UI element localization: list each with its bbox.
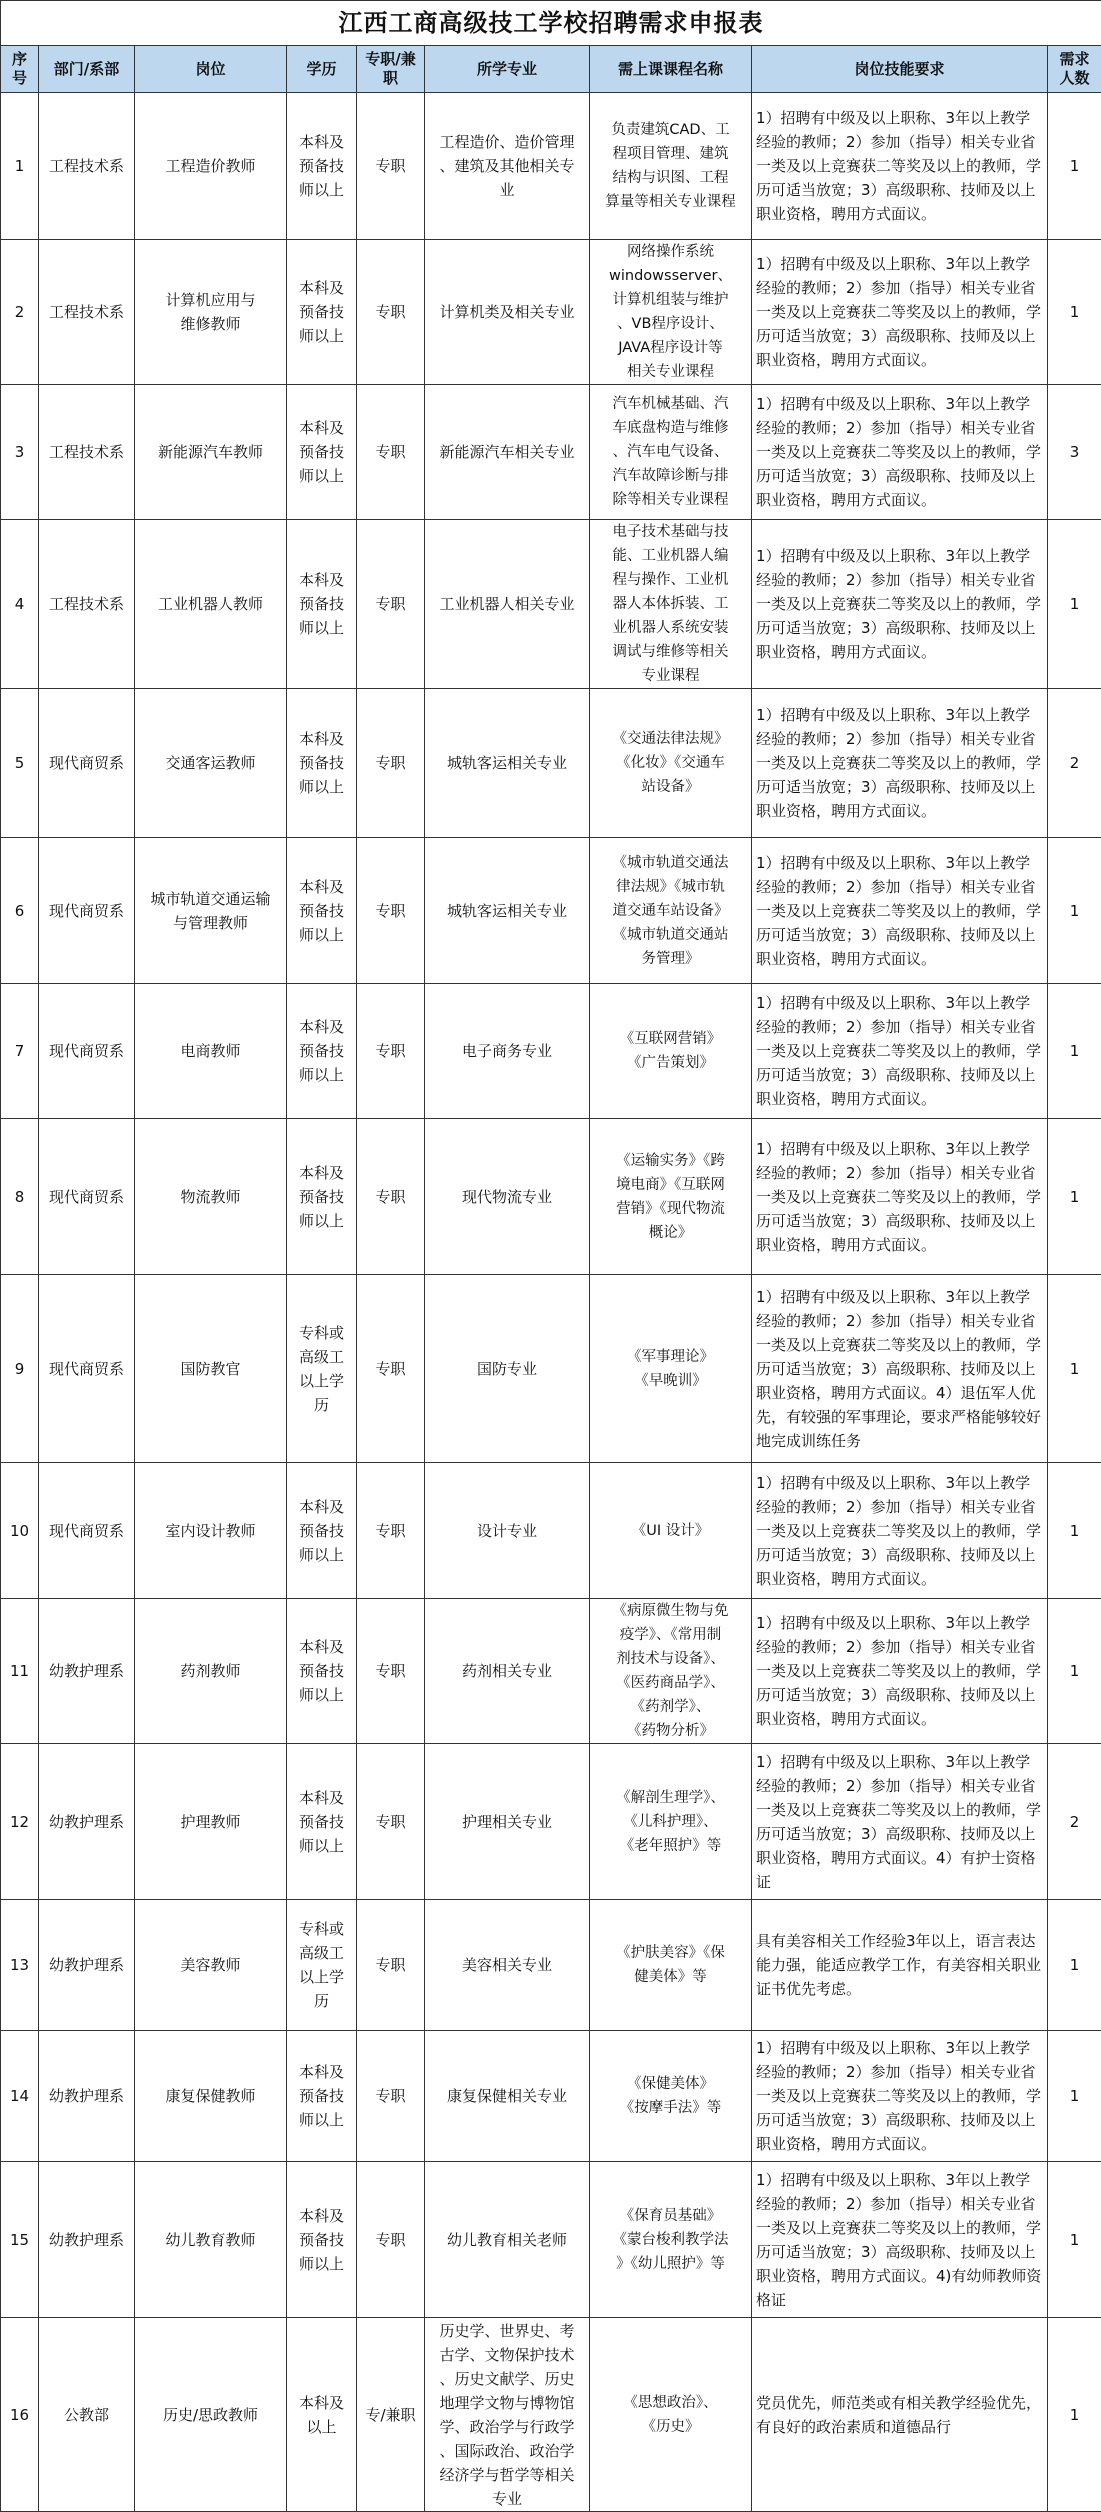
cell-major: 康复保健相关专业: [425, 2031, 590, 2162]
cell-post: 工业机器人教师: [135, 520, 287, 689]
cell-post: 药剂教师: [135, 1599, 287, 1744]
cell-num: 1: [1048, 2318, 1101, 2512]
cell-num: 1: [1048, 520, 1101, 689]
header-row: [1, 46, 1101, 93]
cell-num: 3: [1048, 385, 1101, 520]
cell-course: 《UI 设计》: [590, 1463, 752, 1599]
cell-post: 美容教师: [135, 1900, 287, 2031]
cell-dept: 幼教护理系: [39, 1744, 135, 1900]
cell-major: 城轨客运相关专业: [425, 838, 590, 984]
cell-dept: 工程技术系: [39, 520, 135, 689]
cell-dept: 工程技术系: [39, 240, 135, 385]
cell-edu: 本科及 预备技 师以上: [287, 520, 357, 689]
table-row: [1, 1119, 1101, 1275]
cell-dept: 现代商贸系: [39, 689, 135, 838]
cell-seq: 10: [1, 1463, 39, 1599]
cell-post: 历史/思政教师: [135, 2318, 287, 2512]
cell-major: 现代物流专业: [425, 1119, 590, 1275]
table-row: [1, 240, 1101, 385]
cell-post: 电商教师: [135, 984, 287, 1119]
cell-course: 《保健美体》 《按摩手法》等: [590, 2031, 752, 2162]
cell-course: 网络操作系统 windowsserver、 计算机组装与维护 、VB程序设计、 JAVA程序设计等 相关专业课程: [590, 240, 752, 385]
cell-req: 具有美容相关工作经验3年以上，语言表达能力强，能适应教学工作，有美容相关职业证书优先考虑。: [752, 1900, 1048, 2031]
cell-major: 药剂相关专业: [425, 1599, 590, 1744]
cell-seq: 3: [1, 385, 39, 520]
cell-major: 历史学、世界史、考 古学、文物保护技术 、历史文献学、历史 地理学文物与博物馆 学、政治学与行政学 、国际政治、政治学 经济学与哲学等相关 专业: [425, 2318, 590, 2512]
cell-edu: 本科及 预备技 师以上: [287, 2162, 357, 2318]
cell-edu: 本科及 预备技 师以上: [287, 984, 357, 1119]
cell-req: 1）招聘有中级及以上职称、3年以上教学经验的教师；2）参加（指导）相关专业省一类及以上竞赛获二等奖及以上的教师，学历可适当放宽；3）高级职称、技师及以上职业资格，聘用方式面议。: [752, 520, 1048, 689]
cell-num: 1: [1048, 1900, 1101, 2031]
cell-num: 1: [1048, 1463, 1101, 1599]
table-row: [1, 93, 1101, 240]
cell-type: 专职: [357, 1119, 425, 1275]
cell-course: 《运输实务》《跨 境电商》《互联网 营销》《现代物流 概论》: [590, 1119, 752, 1275]
cell-dept: 现代商贸系: [39, 838, 135, 984]
cell-edu: 专科或 高级工 以上学 历: [287, 1275, 357, 1463]
cell-post: 护理教师: [135, 1744, 287, 1900]
cell-seq: 16: [1, 2318, 39, 2512]
cell-seq: 1: [1, 93, 39, 240]
cell-num: 1: [1048, 2031, 1101, 2162]
cell-course: 《交通法律法规》 《化妆》《交通车 站设备》: [590, 689, 752, 838]
cell-type: 专职: [357, 93, 425, 240]
cell-course: 《解剖生理学》、 《儿科护理》、 《老年照护》等: [590, 1744, 752, 1900]
cell-type: 专职: [357, 2031, 425, 2162]
cell-type: 专职: [357, 1599, 425, 1744]
cell-edu: 专科或 高级工 以上学 历: [287, 1900, 357, 2031]
cell-seq: 2: [1, 240, 39, 385]
cell-type: 专职: [357, 689, 425, 838]
cell-req: 党员优先，师范类或有相关教学经验优先，有良好的政治素质和道德品行: [752, 2318, 1048, 2512]
cell-num: 1: [1048, 1275, 1101, 1463]
cell-num: 1: [1048, 984, 1101, 1119]
cell-course: 《互联网营销》 《广告策划》: [590, 984, 752, 1119]
cell-major: 护理相关专业: [425, 1744, 590, 1900]
cell-type: 专/兼职: [357, 2318, 425, 2512]
table-row: [1, 2162, 1101, 2318]
cell-course: 《病原微生物与免 疫学》、《常用制 剂技术与设备》、 《医药商品学》、 《药剂学》、 《药物分析》: [590, 1599, 752, 1744]
cell-dept: 幼教护理系: [39, 2162, 135, 2318]
cell-major: 电子商务专业: [425, 984, 590, 1119]
cell-dept: 工程技术系: [39, 385, 135, 520]
cell-course: 《军事理论》 《早晚训》: [590, 1275, 752, 1463]
cell-req: 1）招聘有中级及以上职称、3年以上教学经验的教师；2）参加（指导）相关专业省一类及以上竞赛获二等奖及以上的教师，学历可适当放宽；3）高级职称、技师及以上职业资格，聘用方式面议。: [752, 385, 1048, 520]
cell-edu: 本科及 预备技 师以上: [287, 1599, 357, 1744]
cell-num: 2: [1048, 1744, 1101, 1900]
cell-seq: 4: [1, 520, 39, 689]
cell-dept: 现代商贸系: [39, 984, 135, 1119]
header-major: 所学专业: [425, 46, 590, 93]
header-req: 岗位技能要求: [752, 46, 1048, 93]
cell-seq: 14: [1, 2031, 39, 2162]
cell-post: 城市轨道交通运输 与管理教师: [135, 838, 287, 984]
cell-req: 1）招聘有中级及以上职称、3年以上教学经验的教师；2）参加（指导）相关专业省一类及以上竞赛获二等奖及以上的教师，学历可适当放宽；3）高级职称、技师及以上职业资格，聘用方式面议。: [752, 2031, 1048, 2162]
cell-edu: 本科及 预备技 师以上: [287, 385, 357, 520]
header-course: 需上课课程名称: [590, 46, 752, 93]
cell-req: 1）招聘有中级及以上职称、3年以上教学经验的教师；2）参加（指导）相关专业省一类及以上竞赛获二等奖及以上的教师，学历可适当放宽；3）高级职称、技师及以上职业资格，聘用方式面议。: [752, 240, 1048, 385]
cell-major: 工程造价、造价管理 、建筑及其他相关专 业: [425, 93, 590, 240]
cell-post: 国防教官: [135, 1275, 287, 1463]
header-dept: 部门/系部: [39, 46, 135, 93]
table-row: [1, 385, 1101, 520]
cell-major: 城轨客运相关专业: [425, 689, 590, 838]
cell-req: 1）招聘有中级及以上职称、3年以上教学经验的教师；2）参加（指导）相关专业省一类及以上竞赛获二等奖及以上的教师，学历可适当放宽；3）高级职称、技师及以上职业资格，聘用方式面议。4）退伍军人优先，有较强的军事理论，要求严格能够较好地完成训练任务: [752, 1275, 1048, 1463]
cell-major: 幼儿教育相关老师: [425, 2162, 590, 2318]
header-seq: 序号: [1, 46, 39, 93]
cell-edu: 本科及 预备技 师以上: [287, 2031, 357, 2162]
table-row: [1, 689, 1101, 838]
cell-major: 美容相关专业: [425, 1900, 590, 2031]
table-row: [1, 1599, 1101, 1744]
cell-edu: 本科及 预备技 师以上: [287, 93, 357, 240]
cell-req: 1）招聘有中级及以上职称、3年以上教学经验的教师；2）参加（指导）相关专业省一类及以上竞赛获二等奖及以上的教师，学历可适当放宽；3）高级职称、技师及以上职业资格，聘用方式面议。: [752, 93, 1048, 240]
cell-seq: 12: [1, 1744, 39, 1900]
cell-seq: 13: [1, 1900, 39, 2031]
header-num: 需求 人数: [1048, 46, 1101, 93]
cell-req: 1）招聘有中级及以上职称、3年以上教学经验的教师；2）参加（指导）相关专业省一类及以上竞赛获二等奖及以上的教师，学历可适当放宽；3）高级职称、技师及以上职业资格，聘用方式面议。: [752, 1119, 1048, 1275]
cell-req: 1）招聘有中级及以上职称、3年以上教学经验的教师；2）参加（指导）相关专业省一类及以上竞赛获二等奖及以上的教师，学历可适当放宽；3）高级职称、技师及以上职业资格，聘用方式面议。4)有幼师教师资格证: [752, 2162, 1048, 2318]
cell-type: 专职: [357, 838, 425, 984]
cell-type: 专职: [357, 984, 425, 1119]
table-row: [1, 838, 1101, 984]
cell-req: 1）招聘有中级及以上职称、3年以上教学经验的教师；2）参加（指导）相关专业省一类及以上竞赛获二等奖及以上的教师，学历可适当放宽；3）高级职称、技师及以上职业资格，聘用方式面议。: [752, 689, 1048, 838]
table-row: [1, 1463, 1101, 1599]
cell-type: 专职: [357, 520, 425, 689]
cell-type: 专职: [357, 240, 425, 385]
cell-req: 1）招聘有中级及以上职称、3年以上教学经验的教师；2）参加（指导）相关专业省一类及以上竞赛获二等奖及以上的教师，学历可适当放宽；3）高级职称、技师及以上职业资格，聘用方式面议。: [752, 984, 1048, 1119]
cell-course: 《保育员基础》 《蒙台梭利教学法 》《幼儿照护》等: [590, 2162, 752, 2318]
cell-dept: 现代商贸系: [39, 1463, 135, 1599]
cell-type: 专职: [357, 385, 425, 520]
cell-seq: 11: [1, 1599, 39, 1744]
cell-num: 1: [1048, 93, 1101, 240]
cell-post: 康复保健教师: [135, 2031, 287, 2162]
cell-type: 专职: [357, 1744, 425, 1900]
cell-req: 1）招聘有中级及以上职称、3年以上教学经验的教师；2）参加（指导）相关专业省一类及以上竞赛获二等奖及以上的教师，学历可适当放宽；3）高级职称、技师及以上职业资格，聘用方式面议。4）有护士资格证: [752, 1744, 1048, 1900]
cell-req: 1）招聘有中级及以上职称、3年以上教学经验的教师；2）参加（指导）相关专业省一类及以上竞赛获二等奖及以上的教师，学历可适当放宽；3）高级职称、技师及以上职业资格，聘用方式面议。: [752, 1463, 1048, 1599]
header-post: 岗位: [135, 46, 287, 93]
cell-post: 新能源汽车教师: [135, 385, 287, 520]
cell-post: 工程造价教师: [135, 93, 287, 240]
cell-post: 交通客运教师: [135, 689, 287, 838]
cell-dept: 幼教护理系: [39, 1599, 135, 1744]
cell-req: 1）招聘有中级及以上职称、3年以上教学经验的教师；2）参加（指导）相关专业省一类及以上竞赛获二等奖及以上的教师，学历可适当放宽；3）高级职称、技师及以上职业资格，聘用方式面议。: [752, 838, 1048, 984]
table-row: [1, 1275, 1101, 1463]
table-row: [1, 984, 1101, 1119]
cell-type: 专职: [357, 1900, 425, 2031]
cell-num: 1: [1048, 838, 1101, 984]
cell-post: 计算机应用与 维修教师: [135, 240, 287, 385]
table-row: [1, 2318, 1101, 2512]
cell-dept: 幼教护理系: [39, 1900, 135, 2031]
cell-course: 《城市轨道交通法 律法规》《城市轨 道交通车站设备》 《城市轨道交通站 务管理》: [590, 838, 752, 984]
cell-type: 专职: [357, 1275, 425, 1463]
cell-edu: 本科及 预备技 师以上: [287, 689, 357, 838]
cell-course: 《思想政治》、 《历史》: [590, 2318, 752, 2512]
cell-req: 1）招聘有中级及以上职称、3年以上教学经验的教师；2）参加（指导）相关专业省一类及以上竞赛获二等奖及以上的教师，学历可适当放宽；3）高级职称、技师及以上职业资格，聘用方式面议。: [752, 1599, 1048, 1744]
cell-num: 1: [1048, 1119, 1101, 1275]
cell-edu: 本科及 预备技 师以上: [287, 1463, 357, 1599]
cell-major: 工业机器人相关专业: [425, 520, 590, 689]
cell-num: 1: [1048, 2162, 1101, 2318]
cell-edu: 本科及 以上: [287, 2318, 357, 2512]
header-type: 专职/兼职: [357, 46, 425, 93]
cell-type: 专职: [357, 2162, 425, 2318]
cell-dept: 现代商贸系: [39, 1119, 135, 1275]
cell-post: 室内设计教师: [135, 1463, 287, 1599]
cell-edu: 本科及 预备技 师以上: [287, 1119, 357, 1275]
cell-major: 计算机类及相关专业: [425, 240, 590, 385]
cell-major: 设计专业: [425, 1463, 590, 1599]
page-title: 江西工商高级技工学校招聘需求申报表: [1, 1, 1101, 46]
cell-edu: 本科及 预备技 师以上: [287, 240, 357, 385]
cell-post: 物流教师: [135, 1119, 287, 1275]
cell-seq: 6: [1, 838, 39, 984]
cell-edu: 本科及 预备技 师以上: [287, 1744, 357, 1900]
table-row: [1, 2031, 1101, 2162]
cell-major: 国防专业: [425, 1275, 590, 1463]
cell-edu: 本科及 预备技 师以上: [287, 838, 357, 984]
cell-dept: 工程技术系: [39, 93, 135, 240]
cell-dept: 现代商贸系: [39, 1275, 135, 1463]
header-edu: 学历: [287, 46, 357, 93]
table-row: [1, 1900, 1101, 2031]
table-row: [1, 520, 1101, 689]
cell-dept: 幼教护理系: [39, 2031, 135, 2162]
cell-num: 1: [1048, 1599, 1101, 1744]
table-row: [1, 1744, 1101, 1900]
cell-seq: 7: [1, 984, 39, 1119]
cell-course: 汽车机械基础、汽 车底盘构造与维修 、汽车电气设备、 汽车故障诊断与排 除等相关专业课程: [590, 385, 752, 520]
cell-major: 新能源汽车相关专业: [425, 385, 590, 520]
cell-num: 1: [1048, 240, 1101, 385]
cell-num: 2: [1048, 689, 1101, 838]
cell-course: 负责建筑CAD、工 程项目管理、建筑 结构与识图、工程 算量等相关专业课程: [590, 93, 752, 240]
cell-type: 专职: [357, 1463, 425, 1599]
cell-seq: 5: [1, 689, 39, 838]
cell-seq: 8: [1, 1119, 39, 1275]
cell-seq: 15: [1, 2162, 39, 2318]
cell-post: 幼儿教育教师: [135, 2162, 287, 2318]
cell-course: 电子技术基础与技 能、工业机器人编 程与操作、工业机 器人本体拆装、工 业机器人系统安装 调试与维修等相关 专业课程: [590, 520, 752, 689]
cell-course: 《护肤美容》《保 健美体》等: [590, 1900, 752, 2031]
cell-dept: 公教部: [39, 2318, 135, 2512]
cell-seq: 9: [1, 1275, 39, 1463]
